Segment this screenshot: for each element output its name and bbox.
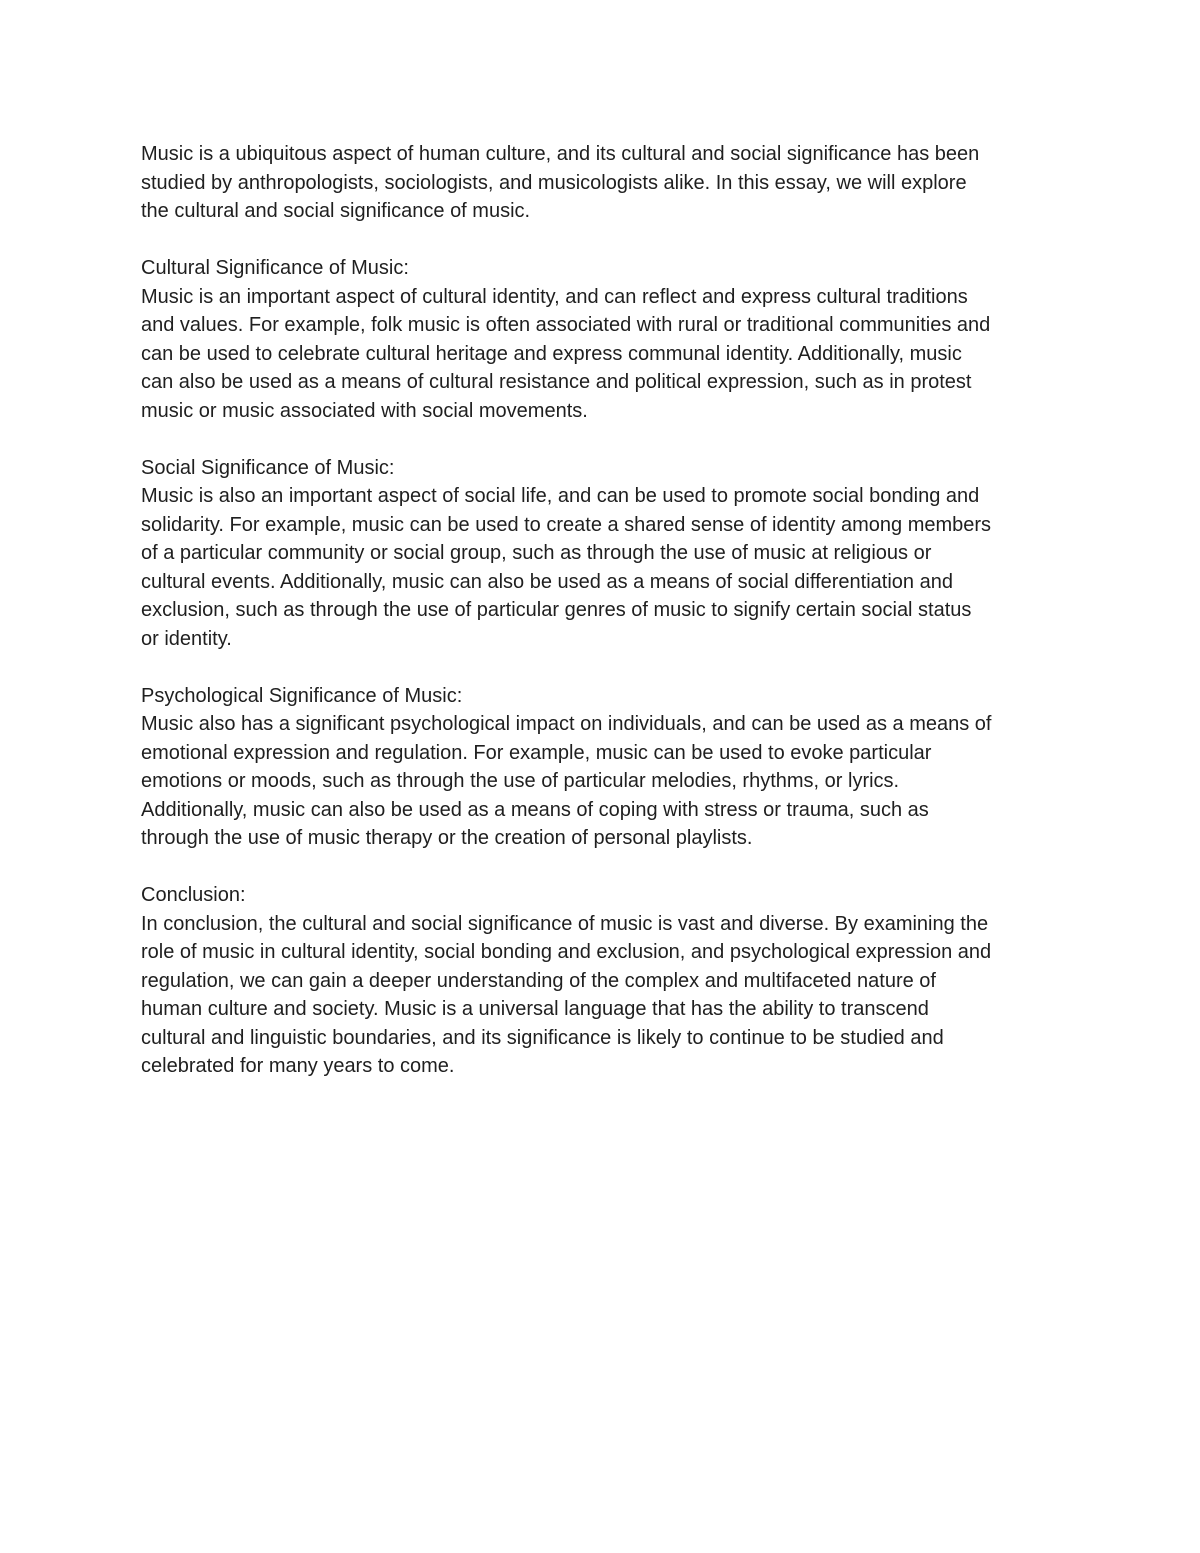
text-line: Music is an important aspect of cultural identity, and can reflect and express cultural traditions bbox=[141, 285, 968, 308]
text-line: Music also has a significant psychological impact on individuals, and can be used as a means of bbox=[141, 713, 992, 735]
conclusion-section bbox=[141, 881, 1071, 1081]
section-heading: Conclusion: bbox=[141, 884, 246, 906]
text-line: celebrated for many years to come. bbox=[141, 1055, 455, 1077]
text-line: human culture and society. Music is a universal language that has the ability to transcend bbox=[141, 998, 929, 1020]
text-line: music or music associated with social movements. bbox=[141, 399, 588, 422]
text-line: the cultural and social significance of music. bbox=[141, 200, 531, 222]
text-line: cultural events. Additionally, music can also be used as a means of social differentiation and bbox=[141, 570, 953, 593]
text-line: studied by anthropologists, sociologists, and musicologists alike. In this essay, we will explore bbox=[141, 171, 967, 194]
text-line: regulation, we can gain a deeper understanding of the complex and multifaceted nature of bbox=[141, 969, 936, 992]
intro-paragraph bbox=[141, 140, 1071, 226]
text-line: Music is a ubiquitous aspect of human culture, and its cultural and social significance has been bbox=[141, 143, 980, 165]
text-line: can also be used as a means of cultural resistance and political expression, such as in protest bbox=[141, 371, 972, 393]
text-line: cultural and linguistic boundaries, and its significance is likely to continue to be studied and bbox=[141, 1026, 944, 1049]
text-line: emotions or moods, such as through the use of particular melodies, rhythms, or lyrics. bbox=[141, 770, 900, 792]
text-line: can be used to celebrate cultural heritage and express communal identity. Additionally, music bbox=[141, 342, 962, 365]
cultural-section bbox=[141, 254, 1071, 425]
psychological-section bbox=[141, 682, 1071, 853]
social-section bbox=[141, 454, 1071, 654]
text-line: solidarity. For example, music can be used to create a shared sense of identity among members bbox=[141, 513, 992, 536]
section-heading: Social Significance of Music: bbox=[141, 456, 395, 479]
text-line: or identity. bbox=[141, 627, 232, 650]
text-line: of a particular community or social group, such as through the use of music at religious or bbox=[141, 542, 932, 564]
text-line: Additionally, music can also be used as a means of coping with stress or trauma, such as bbox=[141, 798, 929, 821]
section-heading: Cultural Significance of Music: bbox=[141, 257, 409, 279]
text-line: In conclusion, the cultural and social significance of music is vast and diverse. By examining the bbox=[141, 912, 989, 935]
text-line: role of music in cultural identity, social bonding and exclusion, and psychological expression and bbox=[141, 941, 992, 963]
section-heading: Psychological Significance of Music: bbox=[141, 684, 463, 707]
text-line: emotional expression and regulation. For example, music can be used to evoke particular bbox=[141, 741, 932, 764]
document-body bbox=[141, 140, 1071, 1109]
text-line: Music is also an important aspect of social life, and can be used to promote social bonding and bbox=[141, 485, 980, 507]
text-line: through the use of music therapy or the creation of personal playlists. bbox=[141, 827, 753, 849]
text-line: and values. For example, folk music is often associated with rural or traditional communities and bbox=[141, 314, 991, 336]
text-line: exclusion, such as through the use of particular genres of music to signify certain social status bbox=[141, 599, 972, 621]
